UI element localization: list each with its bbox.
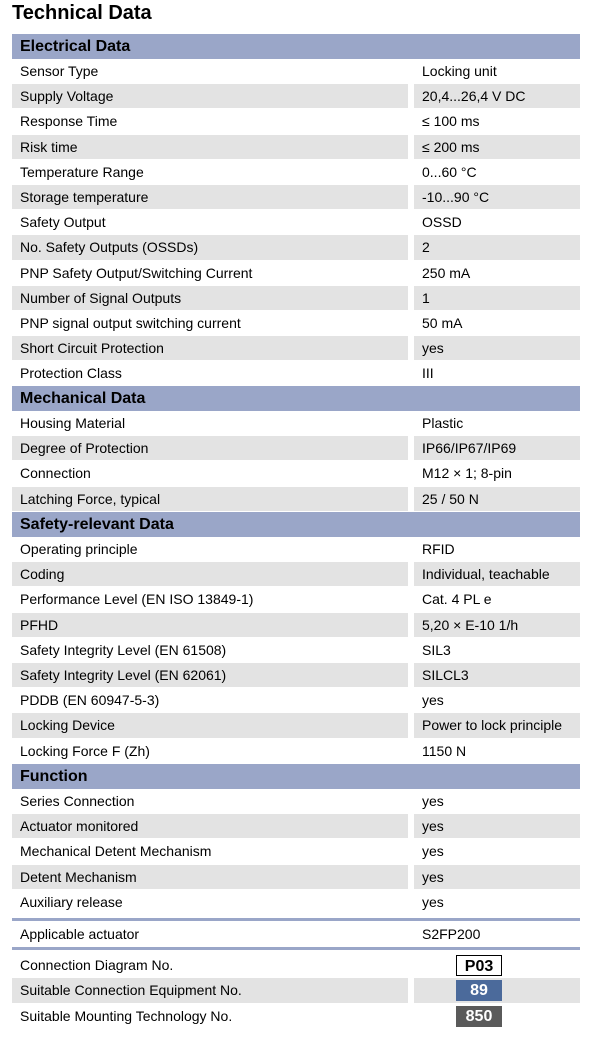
row-label: Locking Force F (Zh) [20,742,150,759]
section-electrical-data [12,34,580,386]
row-value: Individual, teachable [408,562,580,586]
row-label: Auxiliary release [20,893,123,910]
applicable-actuator-value: S2FP200 [408,922,580,947]
row-value: yes [408,890,580,914]
section-heading: Function [12,764,580,789]
row-label: Storage temperature [12,185,408,209]
row-value: SIL3 [408,638,580,662]
row-label: Mechanical Detent Mechanism [20,843,212,860]
row-value: IP66/IP67/IP69 [408,436,580,460]
connection-equipment-label: Suitable Connection Equipment No. [12,978,408,1003]
row-value: 50 mA [408,311,580,335]
row-value: SILCL3 [408,663,580,687]
table-row [12,235,580,260]
table-row [12,839,580,864]
table-row [12,436,580,461]
row-value: Power to lock principle [408,713,580,737]
row-value: 250 mA [408,261,580,285]
section-safety-relevant-data [12,512,580,764]
separator-top [12,918,580,921]
applicable-actuator-row [12,922,580,947]
applicable-actuator-label: Applicable actuator [20,926,140,942]
table-row [12,286,580,311]
table-row [12,562,580,587]
row-label: Sensor Type [20,63,99,79]
row-label: Safety Output [20,214,106,231]
row-label: Risk time [12,135,408,159]
table-row [12,537,580,562]
row-label: Operating principle [20,541,138,557]
table-row [12,84,580,109]
row-value: ≤ 200 ms [408,135,580,159]
row-value: yes [408,839,580,863]
row-label: Short Circuit Protection [12,336,408,360]
row-label: PDDB (EN 60947-5-3) [20,692,160,709]
row-value: 20,4...26,4 V DC [408,84,580,108]
row-value: yes [408,789,580,813]
section-heading: Mechanical Data [12,386,580,411]
row-label: Housing Material [20,415,126,431]
row-label: Detent Mechanism [12,865,408,889]
table-row [12,461,580,486]
connection-equipment-row [12,978,580,1003]
table-row [12,185,580,210]
row-label: PFHD [12,613,408,637]
row-value: 25 / 50 N [408,487,580,511]
mounting-technology-label: Suitable Mounting Technology No. [20,1008,233,1024]
row-value: RFID [408,537,580,561]
row-label: Locking Device [12,713,408,737]
row-label: Protection Class [20,365,122,382]
table-row [12,613,580,638]
table-row [12,411,580,436]
row-label: Coding [12,562,408,586]
row-label: Safety Integrity Level (EN 62061) [12,663,408,687]
row-value: yes [408,865,580,889]
row-value: yes [408,814,580,838]
table-row [12,638,580,663]
connection-equipment-badge: 89 [456,980,502,1001]
row-label: Temperature Range [20,163,144,180]
table-row [12,587,580,612]
row-value: 1150 N [408,739,580,763]
row-label: No. Safety Outputs (OSSDs) [12,235,408,259]
page-title: Technical Data [12,2,152,24]
row-value: 0...60 °C [408,160,580,184]
table-row [12,890,580,915]
table-row [12,789,580,814]
table-row [12,135,580,160]
row-label: PNP Safety Output/Switching Current [20,264,253,281]
row-value: III [408,361,580,385]
row-value: 5,20 × E-10 1/h [408,613,580,637]
connection-diagram-badge: P03 [456,955,502,976]
mounting-technology-badge: 850 [456,1006,502,1027]
row-value: 2 [408,235,580,259]
row-value: yes [408,688,580,712]
table-row [12,713,580,738]
row-label: Latching Force, typical [12,487,408,511]
row-value: M12 × 1; 8-pin [408,461,580,485]
table-row [12,59,580,84]
row-label: Number of Signal Outputs [12,286,408,310]
table-row [12,361,580,386]
row-value: ≤ 100 ms [408,109,580,133]
table-row [12,487,580,512]
table-row [12,261,580,286]
row-value: -10...90 °C [408,185,580,209]
table-row [12,336,580,361]
table-row [12,311,580,336]
connection-diagram-label: Connection Diagram No. [20,957,174,973]
table-row [12,160,580,185]
table-row [12,210,580,235]
section-mechanical-data [12,386,580,512]
table-row [12,739,580,764]
row-value: Locking unit [408,59,580,83]
row-label: Series Connection [20,793,135,809]
row-value: 1 [408,286,580,310]
section-heading: Safety-relevant Data [12,512,580,537]
row-value: Plastic [408,411,580,435]
row-label: Performance Level (EN ISO 13849-1) [20,591,254,608]
table-row [12,109,580,134]
row-label: Degree of Protection [12,436,408,460]
row-value: OSSD [408,210,580,234]
row-label: PNP signal output switching current [20,314,241,331]
row-label: Safety Integrity Level (EN 61508) [20,641,227,658]
table-row [12,865,580,890]
table-row [12,688,580,713]
section-function [12,764,580,915]
connection-diagram-row [12,953,580,978]
row-value: yes [408,336,580,360]
row-label: Response Time [20,113,118,130]
row-value: Cat. 4 PL e [408,587,580,611]
table-row [12,663,580,688]
row-label: Supply Voltage [12,84,408,108]
mounting-technology-row [12,1004,580,1029]
section-heading: Electrical Data [12,34,580,59]
separator-bottom [12,947,580,950]
row-label: Connection [20,465,91,482]
row-label: Actuator monitored [12,814,408,838]
table-row [12,814,580,839]
